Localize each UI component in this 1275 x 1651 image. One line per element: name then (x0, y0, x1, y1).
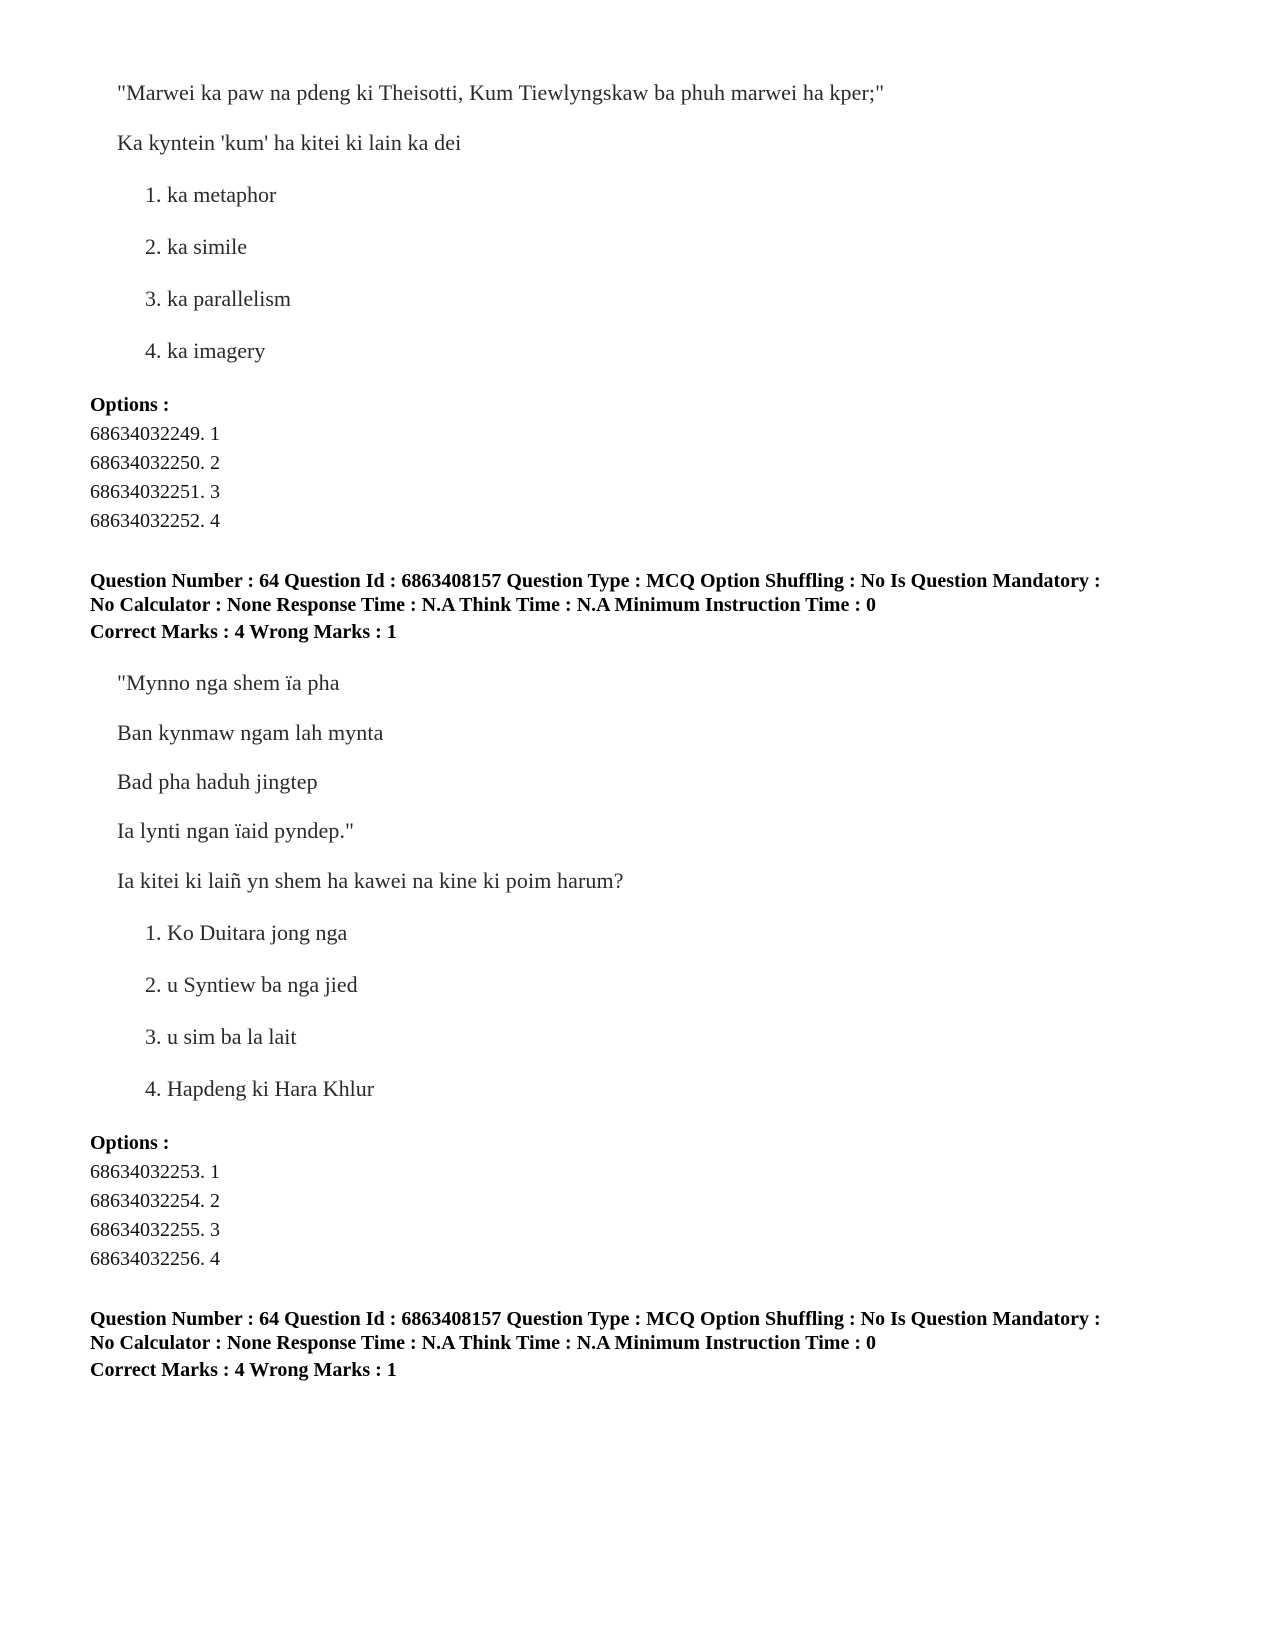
q64-meta-line1: Question Number : 64 Question Id : 6863408157 Question Type : MCQ Option Shuffling : No Is Question Mandatory : (90, 570, 1101, 592)
q64-option-4: 68634032256. 4 (90, 1248, 220, 1270)
q63-option-2: 68634032250. 2 (90, 452, 220, 474)
q63-choice-2: 2. ka simile (145, 234, 248, 259)
q64-prompt: Ia kitei ki laiñ yn shem ha kawei na kine ki poim harum? (117, 868, 624, 893)
qnext-meta-line1: Question Number : 64 Question Id : 6863408157 Question Type : MCQ Option Shuffling : No Is Question Mandatory : (90, 1308, 1101, 1330)
q63-stem-line1: "Marwei ka paw na pdeng ki Theisotti, Kum Tiewlyngskaw ba phuh marwei ha kper;" (117, 80, 885, 105)
qnext-meta-line2: No Calculator : None Response Time : N.A Think Time : N.A Minimum Instruction Time : 0 (90, 1332, 876, 1354)
qnext-marks: Correct Marks : 4 Wrong Marks : 1 (90, 1359, 397, 1381)
q64-option-3: 68634032255. 3 (90, 1219, 220, 1241)
q63-choice-3: 3. ka parallelism (145, 286, 292, 311)
q63-option-1: 68634032249. 1 (90, 423, 220, 445)
q63-option-3: 68634032251. 3 (90, 481, 220, 503)
q63-choice-1: 1. ka metaphor (145, 182, 277, 207)
q64-meta (90, 569, 1101, 617)
q64-poem-line4: Ia lynti ngan ïaid pyndep." (117, 818, 355, 843)
q64-meta-line2: No Calculator : None Response Time : N.A Think Time : N.A Minimum Instruction Time : 0 (90, 594, 876, 616)
q63-options-label: Options : (90, 394, 170, 416)
q64-choice-2: 2. u Syntiew ba nga jied (145, 972, 358, 997)
q63-options-list (90, 420, 220, 536)
q64-options-list (90, 1158, 220, 1274)
qnext-meta (90, 1307, 1101, 1355)
q64-marks: Correct Marks : 4 Wrong Marks : 1 (90, 621, 397, 643)
q64-option-2: 68634032254. 2 (90, 1190, 220, 1212)
q64-choice-1: 1. Ko Duitara jong nga (145, 920, 348, 945)
q64-option-1: 68634032253. 1 (90, 1161, 220, 1183)
q64-poem-line3: Bad pha haduh jingtep (117, 769, 318, 794)
q63-choice-4: 4. ka imagery (145, 338, 266, 363)
q63-stem-line2: Ka kyntein 'kum' ha kitei ki lain ka dei (117, 130, 462, 155)
q64-poem-line1: "Mynno nga shem ïa pha (117, 670, 340, 695)
q64-options-label: Options : (90, 1132, 170, 1154)
q63-option-4: 68634032252. 4 (90, 510, 220, 532)
q64-poem-line2: Ban kynmaw ngam lah mynta (117, 720, 384, 745)
q64-choice-4: 4. Hapdeng ki Hara Khlur (145, 1076, 375, 1101)
q64-choice-3: 3. u sim ba la lait (145, 1024, 297, 1049)
